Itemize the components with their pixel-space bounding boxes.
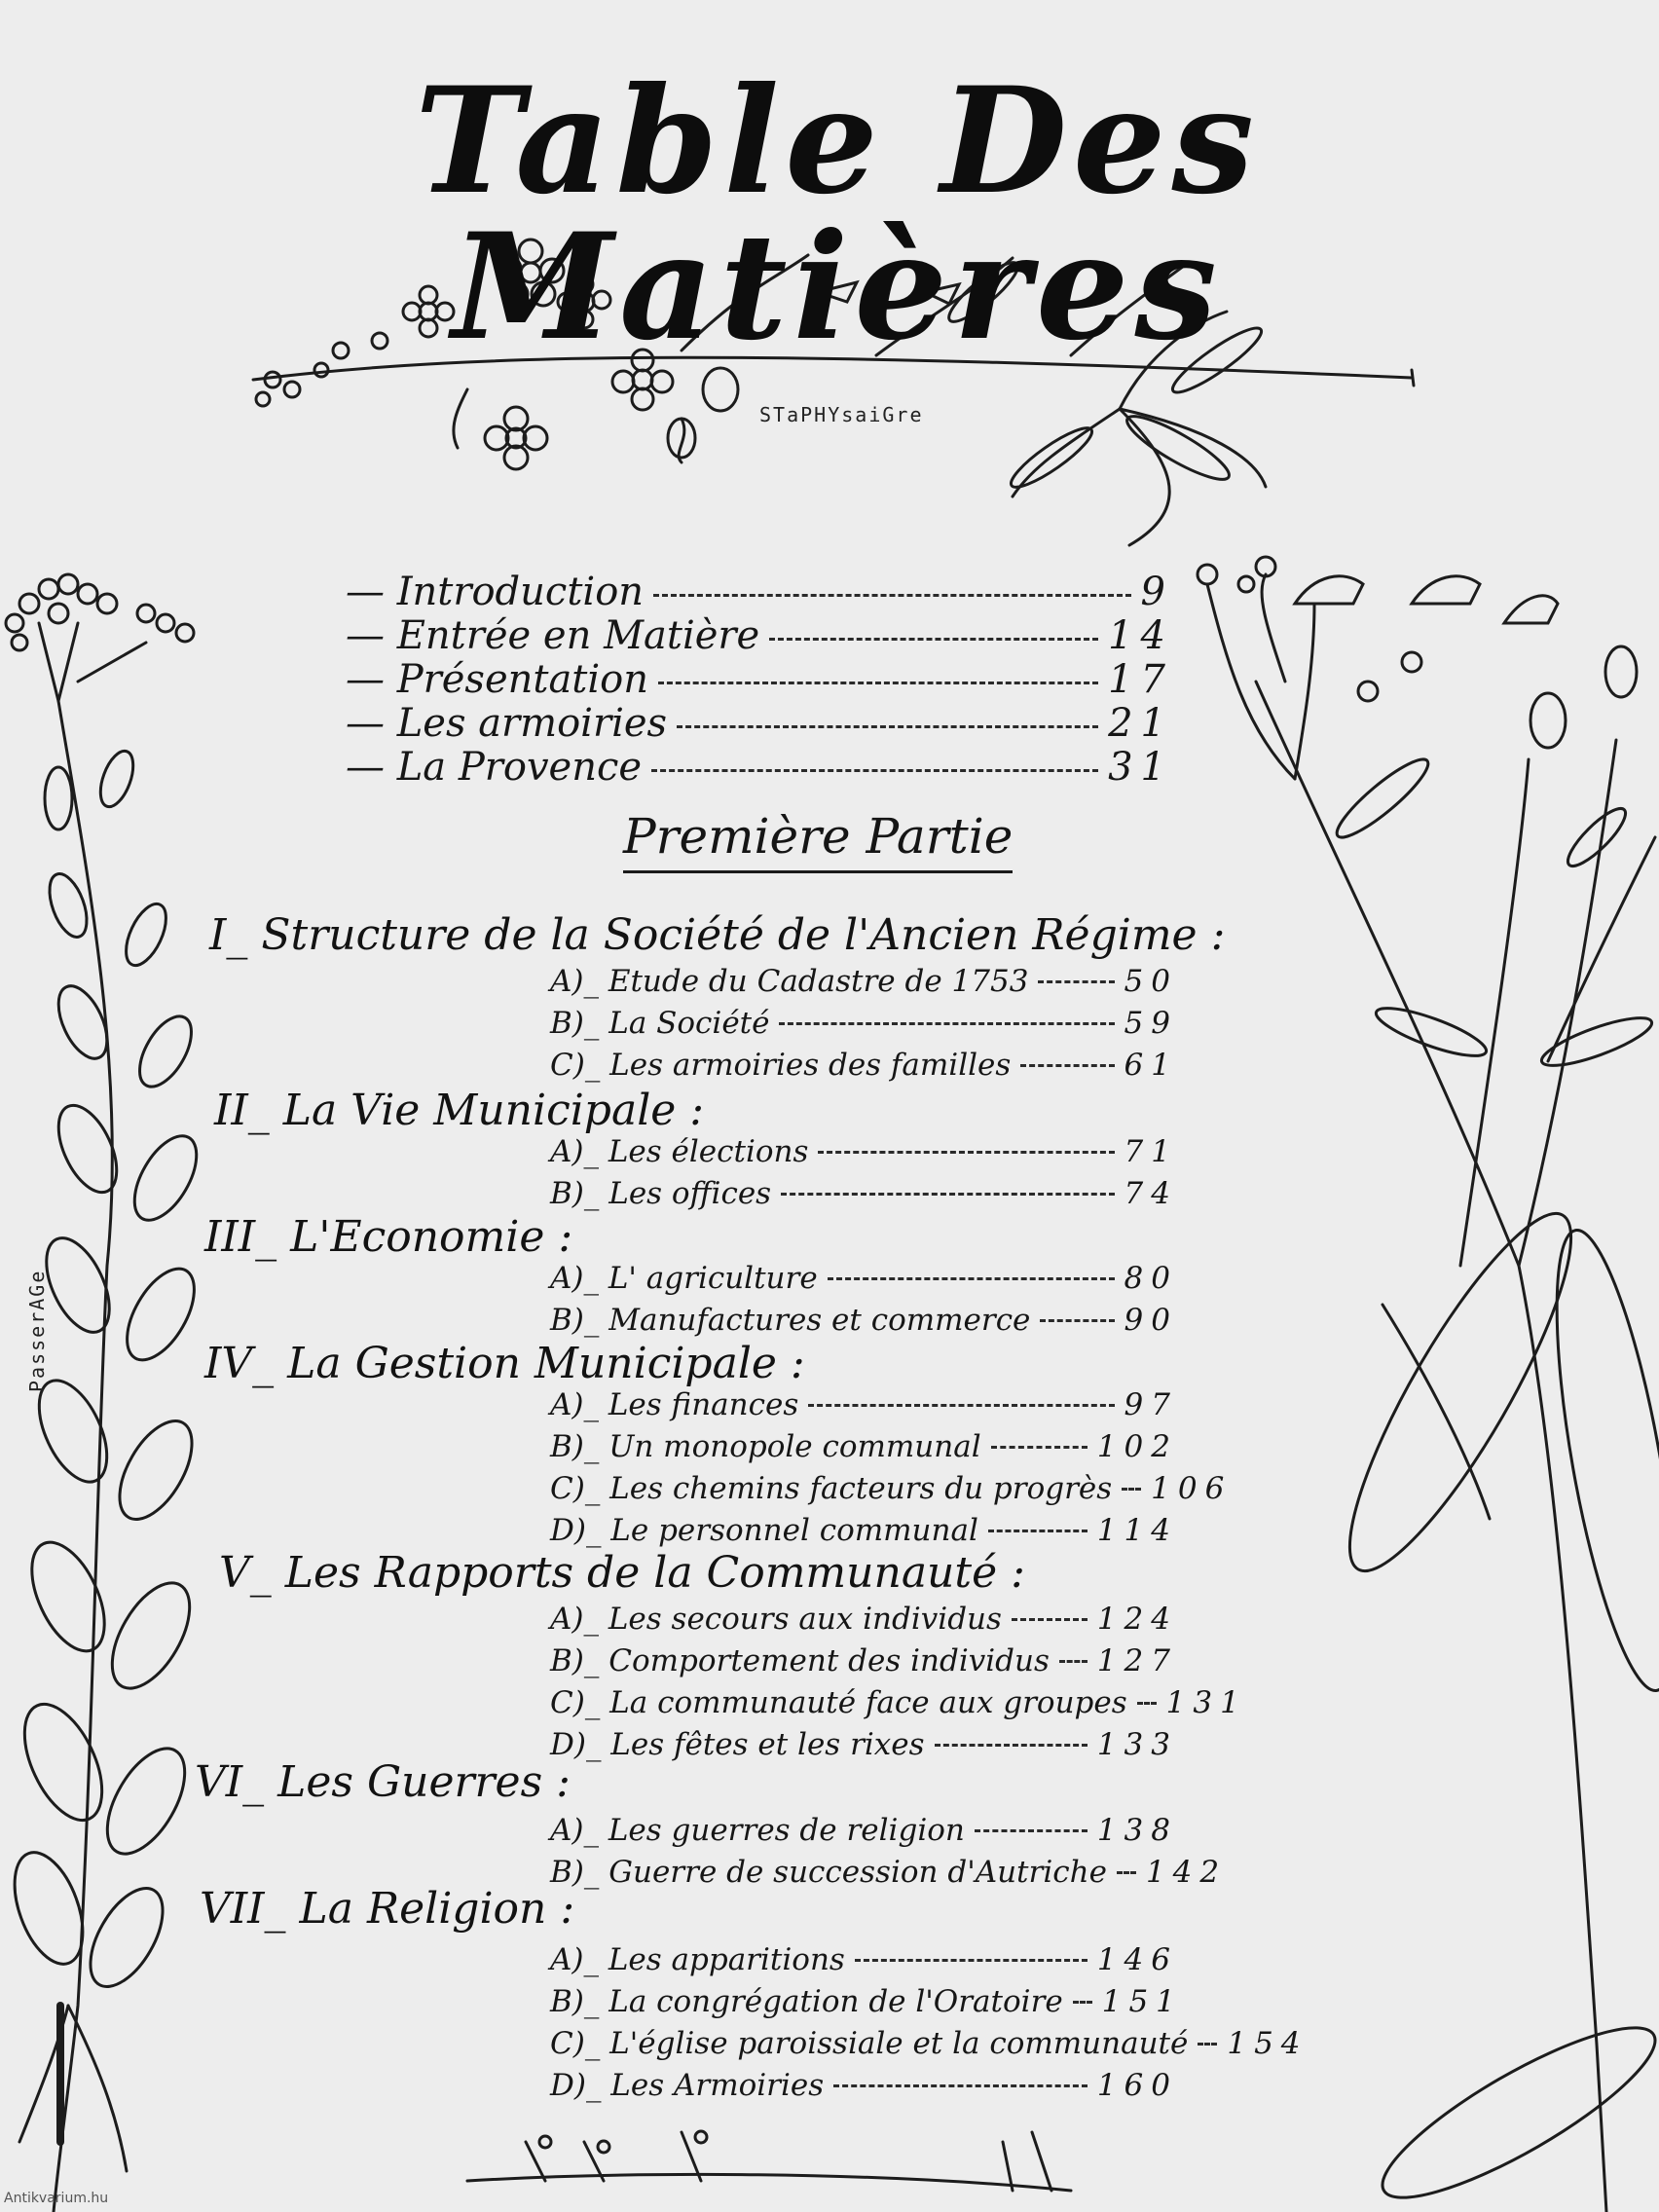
toc-entry-label: B)_ Comportement des individus <box>550 1643 1050 1678</box>
toc-subentry[interactable] <box>550 1471 1233 1506</box>
toc-subentry[interactable] <box>550 1643 1178 1678</box>
toc-entry[interactable] <box>346 570 1173 614</box>
toc-subentry[interactable] <box>550 1855 1228 1890</box>
toc-subentry[interactable] <box>550 964 1178 999</box>
dot-leader <box>991 1446 1088 1449</box>
dot-leader <box>769 638 1098 641</box>
toc-entry-label: — Entrée en Matière <box>346 613 760 658</box>
toc-entry-label: — La Provence <box>346 745 643 790</box>
toc-subentry[interactable] <box>550 1176 1178 1211</box>
toc-entry-page: 74 <box>1124 1176 1178 1211</box>
toc-entry-page: 114 <box>1096 1513 1178 1548</box>
toc-entry[interactable] <box>346 657 1173 702</box>
toc-entry-label: B)_ La congrégation de l'Oratoire <box>550 1984 1063 2019</box>
toc-subentry[interactable] <box>550 1602 1178 1637</box>
toc-entry-label: D)_ Le personnel communal <box>550 1513 978 1548</box>
toc-subentry[interactable] <box>550 1685 1247 1720</box>
dot-leader <box>808 1404 1114 1407</box>
dot-leader <box>855 1959 1088 1962</box>
toc-entry-label: A)_ Les élections <box>550 1134 809 1169</box>
toc-subentry[interactable] <box>550 1303 1178 1338</box>
dot-leader <box>658 682 1098 684</box>
toc-subentry[interactable] <box>550 2068 1178 2103</box>
section-heading[interactable]: VI_ Les Guerres : <box>195 1757 571 1807</box>
toc-entry-label: C)_ L'église paroissiale et la communauté <box>550 2026 1189 2061</box>
toc-entry-label: B)_ La Société <box>550 1006 770 1041</box>
toc-subentry[interactable] <box>550 1984 1183 2019</box>
toc-subentry[interactable] <box>550 1006 1178 1041</box>
right-plant-illustration <box>1198 557 1659 2212</box>
dot-leader <box>975 1829 1088 1832</box>
section-heading[interactable]: I_ Structure de la Société de l'Ancien Régime : <box>209 910 1226 960</box>
left-plant-caption: PasserAGe <box>25 1269 49 1392</box>
toc-entry-label: B)_ Guerre de succession d'Autriche <box>550 1855 1107 1890</box>
toc-subentry[interactable] <box>550 2026 1309 2061</box>
watermark: Antikvarium.hu <box>4 2191 109 2206</box>
dot-leader <box>1122 1488 1141 1491</box>
toc-entry-page: 90 <box>1124 1303 1178 1338</box>
dot-leader <box>1073 2001 1092 2004</box>
toc-entry-label: B)_ Les offices <box>550 1176 772 1211</box>
toc-subentry[interactable] <box>550 1727 1178 1762</box>
toc-subentry[interactable] <box>550 1942 1178 1977</box>
dot-leader <box>1117 1871 1136 1874</box>
toc-entry-page: 31 <box>1108 745 1173 790</box>
toc-entry-label: — Présentation <box>346 657 649 702</box>
dot-leader <box>988 1530 1088 1532</box>
toc-entry-page: 138 <box>1096 1813 1178 1848</box>
toc-entry-page: 106 <box>1151 1471 1233 1506</box>
left-plant-illustration <box>1 574 208 2212</box>
toc-entry-label: B)_ Manufactures et commerce <box>550 1303 1031 1338</box>
toc-entry-label: C)_ La communauté face aux groupes <box>550 1685 1127 1720</box>
section-heading[interactable]: IV_ La Gestion Municipale : <box>204 1339 805 1388</box>
toc-entry-label: — Les armoiries <box>346 701 668 746</box>
dot-leader <box>651 769 1098 772</box>
dot-leader <box>1059 1660 1088 1663</box>
toc-entry-label: D)_ Les Armoiries <box>550 2068 825 2103</box>
dot-leader <box>653 594 1131 597</box>
toc-entry-page: 59 <box>1124 1006 1178 1041</box>
toc-entry-page: 124 <box>1096 1602 1178 1637</box>
toc-entry-page: 14 <box>1108 613 1173 658</box>
dot-leader <box>677 725 1098 728</box>
toc-entry-page: 102 <box>1096 1429 1178 1464</box>
toc-entry-page: 127 <box>1096 1643 1178 1678</box>
toc-entry-label: A)_ Les finances <box>550 1387 799 1422</box>
toc-subentry[interactable] <box>550 1134 1178 1169</box>
dot-leader <box>1012 1618 1088 1621</box>
dot-leader <box>1020 1064 1114 1067</box>
toc-entry-label: — Introduction <box>346 570 645 614</box>
toc-entry-page: 50 <box>1124 964 1178 999</box>
toc-subentry[interactable] <box>550 1261 1178 1296</box>
section-heading[interactable]: II_ La Vie Municipale : <box>214 1086 705 1135</box>
toc-entry-page: 146 <box>1096 1942 1178 1977</box>
toc-entry-page: 133 <box>1096 1727 1178 1762</box>
toc-subentry[interactable] <box>550 1813 1178 1848</box>
toc-subentry[interactable] <box>550 1513 1178 1548</box>
dot-leader <box>935 1744 1088 1747</box>
toc-entry-page: 154 <box>1227 2026 1309 2061</box>
dot-leader <box>1040 1319 1114 1322</box>
page-title: Table Des Matières <box>415 55 1260 373</box>
toc-subentry[interactable] <box>550 1387 1178 1422</box>
dot-leader <box>781 1193 1114 1196</box>
toc-entry-page: 151 <box>1101 1984 1183 2019</box>
toc-entry-page: 21 <box>1108 701 1173 746</box>
toc-entry[interactable] <box>346 701 1173 746</box>
top-plant-caption: STaPHYsaiGre <box>759 403 924 426</box>
toc-entry[interactable] <box>346 745 1173 790</box>
dot-leader <box>1198 2043 1217 2046</box>
section-heading[interactable]: III_ L'Economie : <box>204 1212 573 1262</box>
toc-entry-label: D)_ Les fêtes et les rixes <box>550 1727 925 1762</box>
toc-entry-label: C)_ Les chemins facteurs du progrès <box>550 1471 1113 1506</box>
toc-entry-label: A)_ Les apparitions <box>550 1942 845 1977</box>
toc-entry-page: 131 <box>1165 1685 1247 1720</box>
toc-entry-page: 142 <box>1145 1855 1228 1890</box>
toc-entry-label: A)_ Etude du Cadastre de 1753 <box>550 964 1029 999</box>
section-heading[interactable]: VII_ La Religion : <box>200 1884 575 1934</box>
dot-leader <box>833 2084 1088 2087</box>
toc-entry-label: A)_ L' agriculture <box>550 1261 818 1296</box>
toc-entry-label: B)_ Un monopole communal <box>550 1429 981 1464</box>
toc-entry-label: C)_ Les armoiries des familles <box>550 1048 1012 1083</box>
section-heading[interactable]: V_ Les Rapports de la Communauté : <box>219 1548 1025 1598</box>
toc-entry-page: 9 <box>1140 570 1173 614</box>
toc-entry-label: A)_ Les guerres de religion <box>550 1813 965 1848</box>
toc-entry-page: 17 <box>1108 657 1173 702</box>
toc-entry-page: 61 <box>1124 1048 1178 1083</box>
dot-leader <box>779 1022 1114 1025</box>
dot-leader <box>828 1277 1115 1280</box>
toc-subentry[interactable] <box>550 1048 1178 1083</box>
toc-entry[interactable] <box>346 613 1173 658</box>
toc-entry-page: 71 <box>1124 1134 1178 1169</box>
toc-entry-page: 160 <box>1096 2068 1178 2103</box>
toc-subentry[interactable] <box>550 1429 1178 1464</box>
part-title: Première Partie <box>623 808 1013 873</box>
dot-leader <box>1137 1702 1157 1705</box>
dot-leader <box>1038 980 1114 983</box>
dot-leader <box>818 1151 1114 1154</box>
toc-entry-label: A)_ Les secours aux individus <box>550 1602 1002 1637</box>
bottom-plant-illustration <box>467 2131 1071 2191</box>
toc-entry-page: 80 <box>1124 1261 1178 1296</box>
toc-entry-page: 97 <box>1124 1387 1178 1422</box>
